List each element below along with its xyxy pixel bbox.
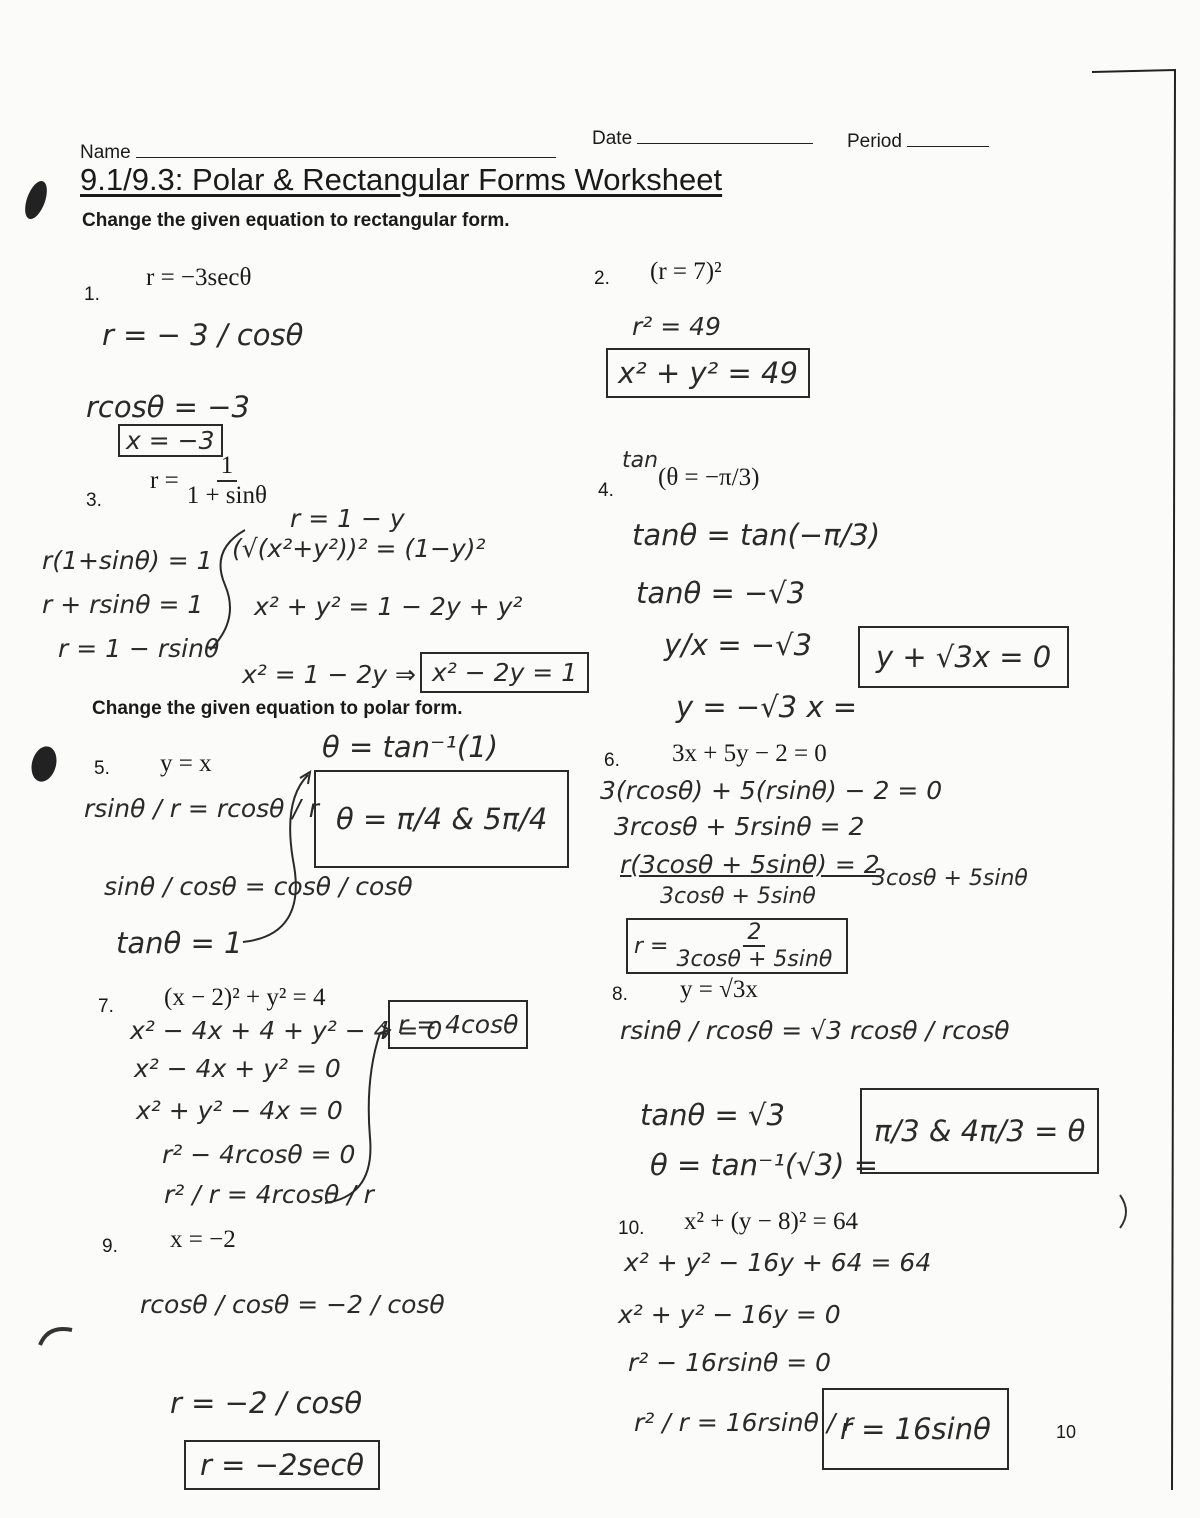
problem10-work-2: x² + y² − 16y = 0: [618, 1300, 841, 1329]
problem7-work-2: x² − 4x + y² = 0: [134, 1054, 341, 1083]
problem7-work-5: r² / r = 4rcosθ / r: [164, 1180, 374, 1209]
section1-instruction: Change the given equation to rectangular form.: [82, 210, 510, 231]
problem7-equation: (x − 2)² + y² = 4: [164, 984, 326, 1011]
problem4-equation: (θ = −π/3): [658, 464, 760, 491]
name-field: [80, 142, 556, 164]
problem1-answer: x = −3: [118, 424, 223, 457]
problem1-equation: r = −3secθ: [146, 264, 252, 291]
problem5-work-2: rsinθ / r = rcosθ / r: [84, 794, 320, 823]
problem7-number: 7.: [98, 996, 114, 1017]
problem3-eq-fraction: [183, 452, 271, 510]
date-line: [637, 143, 813, 144]
problem6-work-5: 3cosθ + 5sinθ: [872, 866, 1028, 891]
problem10-answer: r = 16sinθ: [822, 1388, 1009, 1470]
problem3-answer: x² − 2y = 1: [420, 652, 589, 693]
problem5-work-4: tanθ = 1: [116, 926, 243, 960]
page-number: 10: [1056, 1422, 1077, 1442]
problem3-work-3: r + rsinθ = 1: [42, 590, 204, 619]
problem9-number: 9.: [102, 1236, 118, 1257]
problem6-number: 6.: [604, 750, 620, 771]
problem7-work-1: x² − 4x + 4 + y² − 4 = 0: [130, 1016, 443, 1045]
problem6-answer-fraction: [672, 920, 836, 972]
problem5-answer: θ = π/4 & 5π/4: [314, 770, 569, 868]
problem1-work-2: rcosθ = −3: [86, 390, 250, 424]
problem6-answer-denominator: 3cosθ + 5sinθ: [676, 947, 833, 972]
problem8-work-1: rsinθ / rcosθ = √3 rcosθ / rcosθ: [620, 1016, 1010, 1045]
problem6-work-4: 3cosθ + 5sinθ: [660, 884, 816, 909]
problem10-equation: x² + (y − 8)² = 64: [684, 1208, 858, 1235]
problem3-number: 3.: [86, 490, 102, 511]
problem8-equation: y = √3x: [680, 976, 758, 1003]
problem6-equation: 3x + 5y − 2 = 0: [672, 740, 827, 767]
problem9-work-2: r = −2 / cosθ: [170, 1386, 363, 1420]
problem1-work-1: r = − 3 / cosθ: [102, 318, 304, 352]
problem4-work-4: y = −√3 x =: [676, 690, 858, 724]
name-line: [136, 157, 556, 158]
problem4-work-2: tanθ = −√3: [636, 576, 806, 610]
problem7-arrow: [320, 1018, 395, 1208]
problem3-work-5: (√(x²+y²))² = (1−y)²: [232, 534, 486, 563]
problem6-work-2: 3rcosθ + 5rsinθ = 2: [614, 812, 865, 841]
problem6-answer: [626, 918, 848, 974]
problem5-equation: y = x: [160, 750, 212, 777]
date-field: [592, 128, 813, 150]
date-label: Date: [592, 128, 633, 149]
problem9-work-1: rcosθ / cosθ = −2 / cosθ: [140, 1290, 445, 1319]
problem3-eq-lhs: r =: [150, 467, 179, 494]
problem3-work-7: x² = 1 − 2y ⇒: [242, 660, 416, 689]
problem3-work-2: r(1+sinθ) = 1: [42, 546, 213, 575]
problem7-answer: r = 4cosθ: [388, 1000, 528, 1049]
problem10-work-4: r² / r = 16rsinθ / r: [634, 1408, 854, 1437]
problem2-equation: (r = 7)²: [650, 258, 722, 285]
problem4-answer: y + √3x = 0: [858, 626, 1069, 688]
problem4-work-1: tanθ = tan(−π/3): [632, 518, 881, 552]
problem10-work-1: x² + y² − 16y + 64 = 64: [624, 1248, 932, 1277]
name-label: Name: [80, 142, 131, 163]
problem8-work-2: tanθ = √3: [640, 1098, 785, 1132]
problem4-work-tan: tan: [622, 448, 659, 473]
problem3-eq-numerator: 1: [217, 452, 238, 482]
problem6-work-3: r(3cosθ + 5sinθ) = 2: [620, 850, 880, 879]
period-field: [847, 131, 989, 153]
problem4-number: 4.: [598, 480, 614, 501]
problem8-answer: π/3 & 4π/3 = θ: [860, 1088, 1099, 1174]
problem6-work-1: 3(rcosθ) + 5(rsinθ) − 2 = 0: [600, 776, 943, 805]
problem3-work-6: x² + y² = 1 − 2y + y²: [254, 592, 523, 621]
problem1-number: 1.: [84, 284, 100, 305]
worksheet-title: 9.1/9.3: Polar & Rectangular Forms Worksheet: [80, 162, 723, 197]
problem2-work-1: r² = 49: [632, 312, 721, 341]
section2-instruction: Change the given equation to polar form.: [92, 698, 463, 719]
problem3-work-4: r = 1 − rsinθ: [58, 634, 220, 663]
problem8-number: 8.: [612, 984, 628, 1005]
problem2-number: 2.: [594, 268, 610, 289]
problem3-eq-denominator: 1 + sinθ: [186, 482, 267, 509]
problem9-answer: r = −2secθ: [184, 1440, 380, 1490]
problem5-arrow: [238, 760, 328, 950]
period-line: [907, 146, 989, 147]
problem3-equation: [150, 452, 275, 510]
problem5-number: 5.: [94, 758, 110, 779]
problem3-work-1: r = 1 − y: [290, 504, 405, 533]
problem3-bracket: [205, 525, 255, 655]
problem8-work-3: θ = tan⁻¹(√3) =: [650, 1148, 879, 1182]
problem10-number: 10.: [618, 1218, 645, 1239]
problem5-work-3: sinθ / cosθ = cosθ / cosθ: [104, 872, 413, 901]
problem2-answer: x² + y² = 49: [606, 348, 810, 398]
problem7-work-3: x² + y² − 4x = 0: [136, 1096, 343, 1125]
problem6-answer-numerator: 2: [743, 920, 765, 947]
problem6-answer-lhs: r =: [634, 933, 669, 959]
problem5-work-1: θ = tan⁻¹(1): [322, 730, 499, 764]
period-label: Period: [847, 131, 902, 152]
problem9-equation: x = −2: [170, 1226, 236, 1253]
problem10-work-3: r² − 16rsinθ = 0: [628, 1348, 832, 1377]
problem4-work-3: y/x = −√3: [664, 628, 813, 662]
problem7-work-4: r² − 4rcosθ = 0: [162, 1140, 356, 1169]
